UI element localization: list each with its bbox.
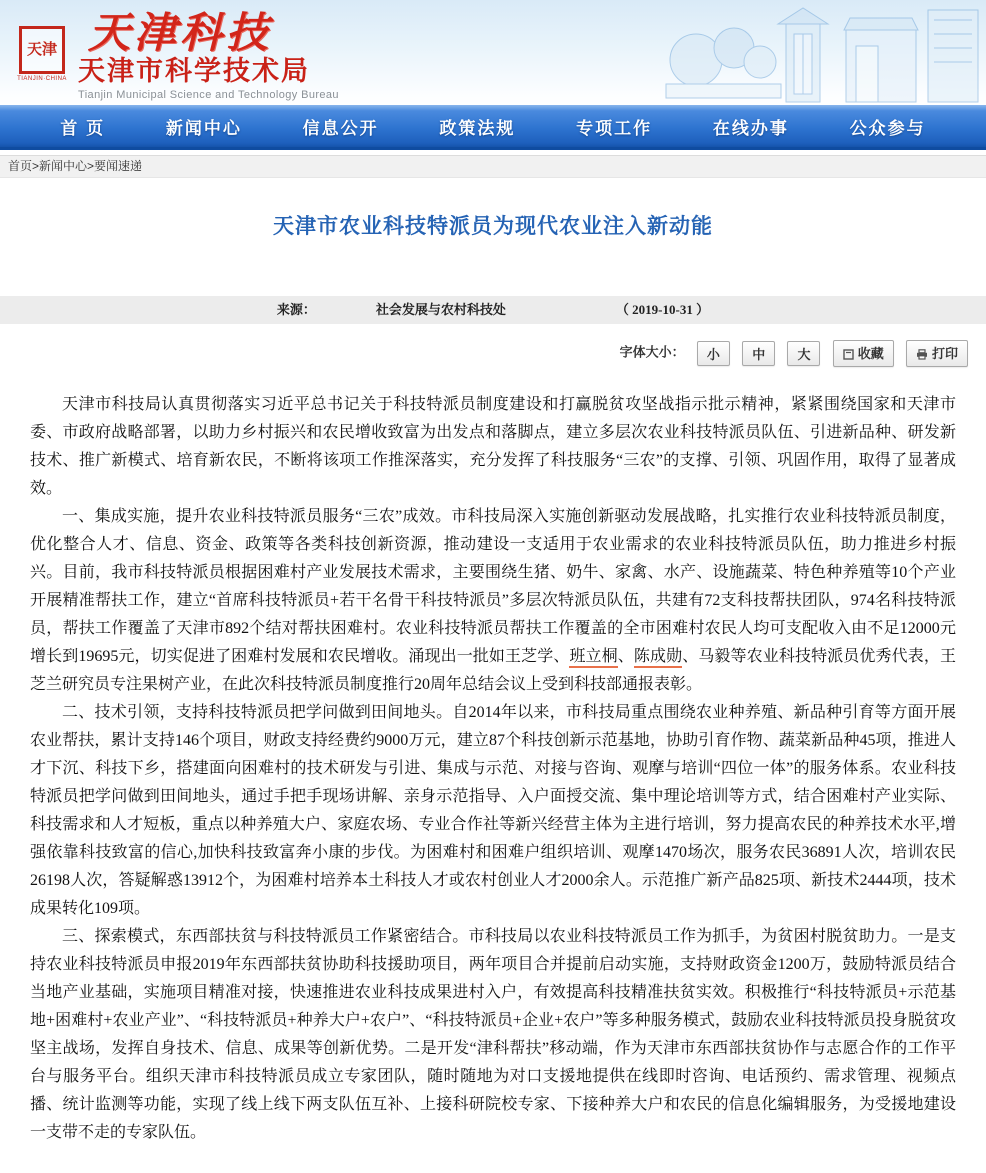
font-small-button[interactable]: 小	[697, 341, 730, 366]
article-paragraph: 三、探索模式，东西部扶贫与科技特派员工作紧密结合。市科技局以农业科技特派员工作为抓手，为贫困村脱贫助力。一是支持农业科技特派员申报2019年东西部扶贫协助科技援助项目，两年项目合并提前启动实施，支持财政资金1200万，鼓励特派员结合当地产业基础，实施项目精准对接，快速推进农业科技成果进村入户，有效提高科技精准扶贫实效。积极推行“科技特派员+示范基地+困难村+农业产业”、“科技特派员+种养大户+农户”、“科技特派员+企业+农户”等多种服务模式，鼓励农业科技特派员投身脱贫攻坚主战场，发挥自身技术、信息、成果等创新优势。二是开发“津科帮扶”移动端，作为天津市东西部扶贫协作与志愿合作的工作平台与服务平台。组织天津市科技特派员成立专家团队，随时随地为对口支援地提供在线即时咨询、电话预约、需求管理、视频点播、统计监测等功能，实现了线上线下两支队伍互补、上接科研院校专家、下接种养大户和农民的信息化编辑服务，为受援地建设一支带不走的专家队伍。	[30, 928, 956, 1141]
font-medium-button[interactable]: 中	[742, 341, 775, 366]
article-paragraph: 一、集成实施，提升农业科技特派员服务“三农”成效。市科技局深入实施创新驱动发展战略，扎实推行农业科技特派员制度，优化整合人才、信息、资金、政策等各类科技创新资源，推动建设一支适用于农业需求的农业科技特派员队伍，助力推进乡村振兴。目前，我市科技特派员根据困难村产业发展技术需求，主要围绕生猪、奶牛、家禽、水产、设施蔬菜、特色种养殖等10个产业开展精准帮扶工作，建立“首席科技特派员+若干名骨干科技特派员”多层次特派员队伍，共建有72支科技帮扶团队，974名科技特派员，帮扶工作覆盖了天津市892个结对帮扶困难村。农业科技特派员帮扶工作覆盖的全市困难村农民人均可支配收入由不足12000元增长到19695元，切实促进了困难村发展和农民增收。涌现出一批如王芝学、班立桐、陈成勋、马毅等农业科技特派员优秀代表，王芝兰研究员专注果树产业，在此次科技特派员制度推行20周年总结会议上受到科技部通报表彰。	[30, 508, 956, 693]
article-paragraph: 天津市科技局认真贯彻落实习近平总书记关于科技特派员制度建设和打赢脱贫攻坚战指示批示精神，紧紧围绕国家和天津市委、市政府战略部署，以助力乡村振兴和农民增收致富为出发点和落脚点，建立多层次农业科技特派员队伍、引进新品种、研发新技术、推广新模式、培育新农民，不断将该项工作推深落实，充分发挥了科技服务“三农”的支撑、引领、巩固作用，取得了显著成效。	[30, 396, 956, 497]
printer-icon	[916, 348, 928, 364]
org-name-english: Tianjin Municipal Science and Technology Bureau	[78, 89, 339, 101]
bookmark-icon	[843, 348, 854, 364]
source-label: 来源：	[276, 302, 316, 317]
nav-item-online-services[interactable]: 在线办事	[712, 118, 789, 138]
highlighted-name: 陈成勋	[634, 648, 682, 668]
tianjin-seal-icon	[16, 26, 68, 82]
nav-item-info-disclosure[interactable]: 信息公开	[302, 118, 379, 138]
site-name: 天津科技	[88, 11, 273, 57]
source-value: 社会发展与农村科技处	[375, 302, 506, 317]
nav-item-special-work[interactable]: 专项工作	[576, 118, 653, 138]
article-toolbar	[0, 340, 968, 367]
source-bar	[0, 296, 986, 324]
article-body	[0, 367, 986, 1173]
publish-date: （ 2019-10-31 ）	[615, 302, 710, 317]
print-button[interactable]	[906, 340, 968, 367]
main-nav	[0, 105, 986, 150]
site-logo	[16, 12, 339, 101]
article-paragraph: 二、技术引领，支持科技特派员把学问做到田间地头。自2014年以来，市科技局重点围绕农业种养殖、新品种引育等方面开展农业帮扶，累计支持146个项目，财政支持经费约9000万元，建立87个科技创新示范基地，协助引育作物、蔬菜新品种45项，推进人才下沉、科技下乡，搭建面向困难村的技术研发与引进、集成与示范、对接与咨询、观摩与培训“四位一体”的服务体系。农业科技特派员把学问做到田间地头，通过手把手现场讲解、亲身示范指导、入户面授交流、集中理论培训等方式，结合困难村产业实际、科技需求和人才短板，重点以种养殖大户、家庭农场、专业合作社等新兴经营主体为主进行培训，努力提高农民的种养技术水平,增强依靠科技致富的信心,加快科技致富奔小康的步伐。为困难村和困难户组织培训、观摩1470场次，服务农民36891人次，培训农民26198人次，答疑解惑13912个，为困难村培养本土科技人才或农村创业人才2000余人。示范推广新产品825项、新技术2444项，技术成果转化109项。	[30, 704, 956, 917]
building-sketch-art	[656, 0, 986, 105]
page-title: 天津市农业科技特派员为现代农业注入新动能	[273, 215, 713, 238]
font-large-button[interactable]: 大	[787, 341, 820, 366]
highlighted-name: 班立桐	[569, 648, 617, 668]
org-name: 天津市科学技术局	[78, 56, 310, 86]
nav-item-news[interactable]: 新闻中心	[165, 118, 242, 138]
collect-button[interactable]	[833, 340, 894, 367]
nav-item-home[interactable]: 首 页	[60, 118, 106, 138]
site-header	[0, 0, 986, 105]
article-container	[0, 210, 986, 1173]
nav-item-public-participation[interactable]: 公众参与	[849, 118, 926, 138]
breadcrumb[interactable]: 首页>新闻中心>要闻速递	[0, 155, 986, 178]
nav-item-policies[interactable]: 政策法规	[439, 118, 516, 138]
seal-caption: TIANJIN·CHINA	[17, 76, 67, 82]
seal-characters: 天津	[19, 26, 65, 74]
collect-label: 收藏	[857, 346, 884, 361]
print-label: 打印	[931, 346, 958, 361]
font-size-label: 字体大小：	[619, 344, 685, 360]
